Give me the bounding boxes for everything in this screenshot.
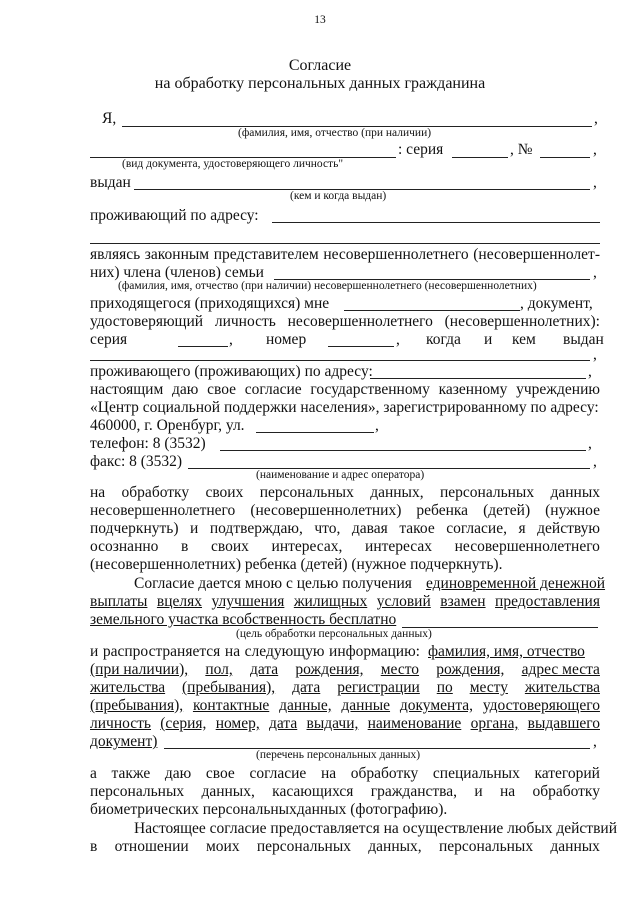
comma: , — [593, 346, 597, 363]
address-field[interactable] — [272, 222, 600, 223]
processing-line-3: подчеркнуть) и подтверждаю, что, давая такое согласие, я действую — [90, 520, 600, 537]
label-who: кем — [512, 331, 536, 348]
processing-line-4: осознанно в своих интересах, интересах несовершеннолетнего — [90, 538, 600, 555]
comma: , — [375, 417, 379, 434]
consent-line-2: «Центр социальной поддержки населения», зарегистрированному по адресу: — [90, 399, 599, 416]
comma: , — [594, 110, 598, 127]
hint-issued: (кем и когда выдан) — [290, 190, 387, 202]
final-line-1: Настоящее согласие предоставляется на осуществление любых действий — [134, 820, 617, 837]
label-ya: Я, — [102, 110, 117, 127]
number-minor-field[interactable] — [328, 346, 394, 347]
label-number: , № — [510, 141, 533, 158]
info-line-1b: фамилия, имя, отчество — [428, 643, 585, 660]
comma: , — [588, 435, 592, 452]
phone-field[interactable] — [220, 450, 586, 451]
label-living-minor: проживающего (проживающих) по адресу: — [90, 363, 373, 380]
guardian-line-1: являясь законным представителем несовершеннолетнего (несовершеннолет- — [90, 246, 600, 263]
comma: , — [593, 141, 597, 158]
comma: , — [396, 331, 400, 348]
info-line-1a: и распространяется на следующую информацию: — [90, 643, 420, 660]
comma: , — [593, 174, 597, 191]
address-field-2[interactable] — [90, 243, 600, 244]
hint-purpose: (цель обработки персональных данных) — [236, 628, 432, 640]
living-minor-field[interactable] — [370, 378, 586, 379]
number-field[interactable] — [540, 157, 590, 158]
label-seria: : серия — [398, 141, 444, 158]
purpose-line-3: земельного участка всобственность бесплатно — [90, 611, 397, 628]
label-issued-minor: выдан — [563, 331, 604, 348]
relation-field[interactable] — [344, 310, 520, 311]
label-document: , документ, — [520, 295, 593, 312]
purpose-line-1: Согласие дается мною с целью получения — [134, 575, 412, 592]
comma: , — [229, 331, 233, 348]
processing-line-5: (несовершеннолетних) ребенка (детей) (нужное подчеркнуть). — [90, 556, 503, 573]
hint-minor: (фамилия, имя, отчество (при наличии) несовершеннолетнего (несовершеннолетних) — [118, 280, 537, 292]
seria-minor-field[interactable] — [178, 346, 228, 347]
info-line-3: жительства (пребывания), дата регистрации по месту жительства — [90, 679, 600, 696]
special-line-3: биометрических персональныхданных (фотографию). — [90, 801, 448, 818]
comma: , — [593, 264, 597, 281]
consent-line-1: настоящим даю свое согласие государственному казенному учреждению — [90, 381, 600, 398]
label-and: и — [484, 331, 493, 348]
processing-line-2: несовершеннолетнего (несовершеннолетних) ребенка (детей) (нужное — [90, 502, 600, 519]
hint-operator: (наименование и адрес оператора) — [256, 469, 425, 481]
purpose-value-1: единовременной денежной — [426, 575, 606, 592]
hint-fio: (фамилия, имя, отчество (при наличии) — [238, 127, 432, 139]
info-line-4: (пребывания), контактные данные, данные документа, удостоверяющего — [90, 697, 600, 714]
info-line-5: личность (серия, номер, дата выдачи, наименование органа, выдавшего — [90, 715, 600, 732]
label-fax: факс: 8 (3532) — [90, 453, 183, 470]
label-address: проживающий по адресу: — [90, 207, 259, 224]
comma: , — [593, 453, 597, 470]
hint-document: (вид документа, удостоверяющего личность" — [122, 158, 344, 170]
label-seria-minor: серия — [90, 331, 128, 348]
info-line-6: документ) — [90, 733, 158, 750]
label-issued: выдан — [90, 174, 131, 191]
info-line-2: (при наличии), пол, дата рождения, место рождения, адрес места — [90, 661, 600, 678]
page-number: 13 — [314, 14, 326, 26]
label-relation: приходящегося (приходящихся) мне — [90, 295, 330, 312]
label-when: когда — [426, 331, 461, 348]
comma: , — [593, 733, 597, 750]
special-line-1: а также даю свое согласие на обработку специальных категорий — [90, 765, 600, 782]
guardian-line-2: них) члена (членов) семьи — [90, 264, 264, 281]
document-subtitle: на обработку персональных данных гражданина — [154, 75, 486, 92]
label-number-minor: номер — [266, 331, 307, 348]
consent-line-3: 460000, г. Оренбург, ул. — [90, 417, 245, 434]
seria-field[interactable] — [452, 157, 508, 158]
comma: , — [588, 363, 592, 380]
identity-line: удостоверяющий личность несовершеннолетнего (несовершеннолетних): — [90, 313, 600, 330]
issued-minor-field[interactable] — [90, 360, 590, 361]
final-line-2: в отношении моих персональных данных, персональных данных — [90, 838, 600, 855]
purpose-line-2: выплаты вцелях улучшения жилищных условий взамен предоставления — [90, 593, 600, 610]
special-line-2: персональных данных, касающихся гражданства, и на обработку — [90, 783, 600, 800]
label-phone: телефон: 8 (3532) — [90, 435, 206, 452]
street-field[interactable] — [256, 432, 374, 433]
document-title: Согласие — [288, 57, 352, 74]
processing-line-1: на обработку своих персональных данных, персональных данных — [90, 484, 600, 501]
hint-list: (перечень персональных данных) — [256, 749, 421, 761]
